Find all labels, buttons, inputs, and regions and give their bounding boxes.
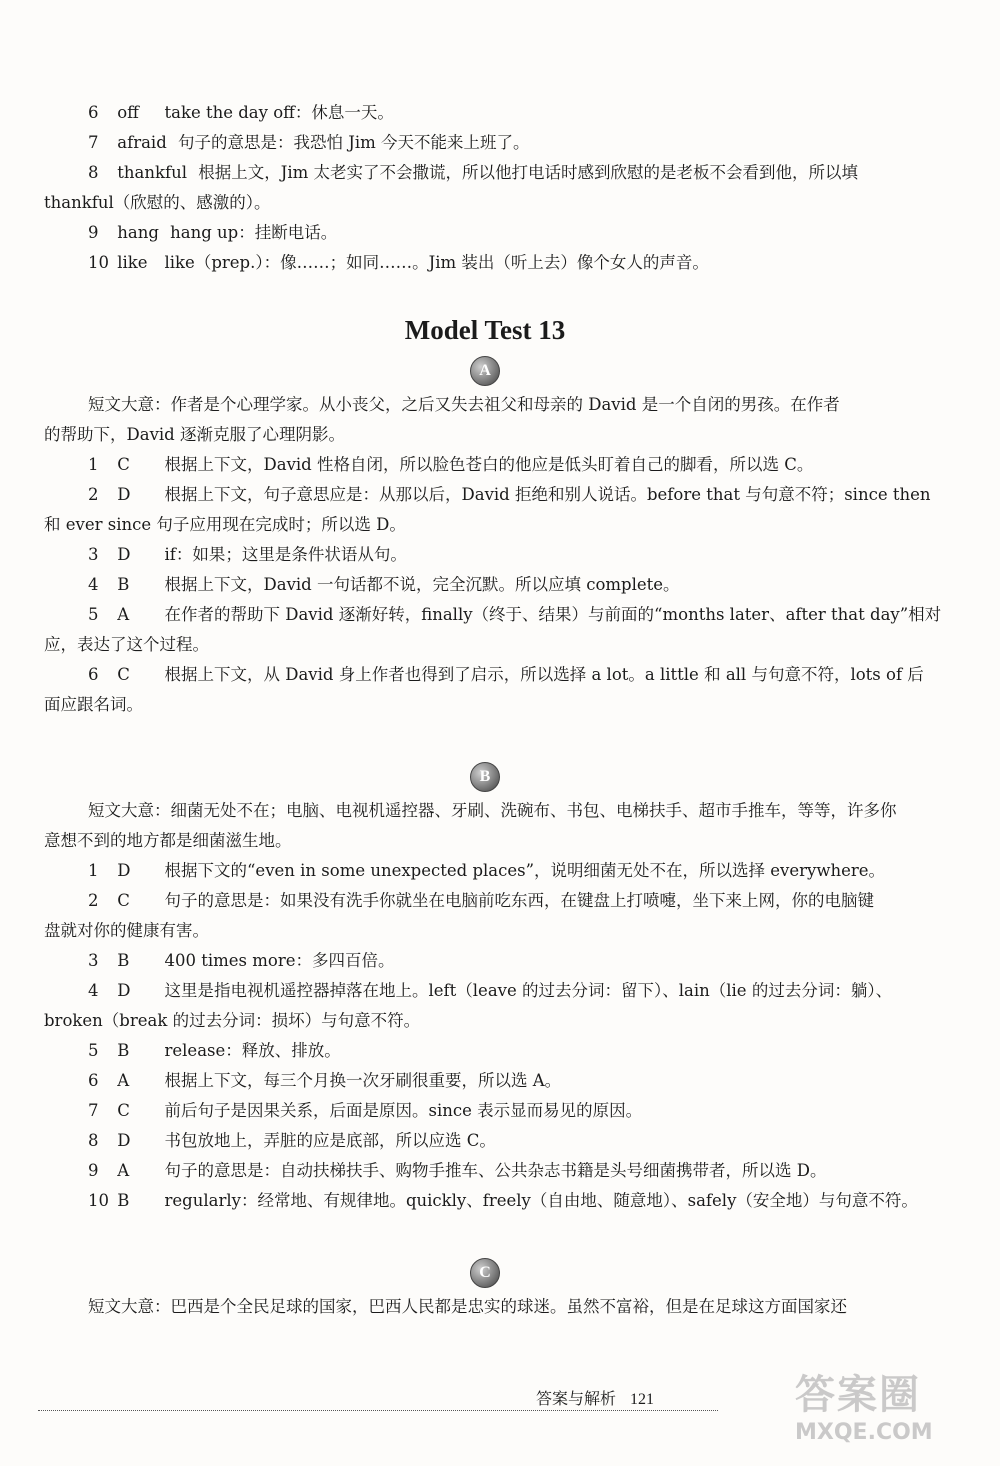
item-explanation: 根据上下文，从 David 身上作者也得到了启示，所以选择 a lot。a little 和 all 与句意不符，lots of 后 (164, 665, 924, 684)
item-answer: D (117, 1131, 131, 1150)
item-explanation: 书包放地上，弄脏的应是底部，所以应选 C。 (164, 1131, 496, 1150)
item-number: 2 (88, 485, 99, 504)
item-number: 4 (88, 981, 99, 1000)
summary-line: 意想不到的地方都是细菌滋生地。 (44, 831, 292, 850)
item-explanation-continued: 和 ever since 句子应用现在完成时；所以选 D。 (44, 515, 406, 534)
item-explanation: release：释放、排放。 (164, 1041, 341, 1060)
footer-rule (38, 1410, 718, 1411)
answer-line (44, 660, 926, 690)
item-number: 7 (88, 133, 99, 152)
item-answer: like (117, 253, 148, 272)
item-answer: B (117, 1191, 130, 1210)
item-explanation: 句子的意思是：如果没有洗手你就坐在电脑前吃东西，在键盘上打喷嚏，坐下来上网，你的电脑键 (164, 891, 874, 910)
item-answer: A (117, 1161, 130, 1180)
item-number: 8 (88, 1131, 99, 1150)
item-explanation: 根据上文，Jim 太老实了不会撒谎，所以他打电话时感到欣慰的是老板不会看到他，所以填 (198, 163, 859, 182)
answer-line (44, 1126, 926, 1156)
answer-line (44, 540, 926, 570)
item-number: 7 (88, 1101, 99, 1120)
item-number: 5 (88, 1041, 99, 1060)
item-number: 6 (88, 103, 99, 122)
answer-line (44, 976, 926, 1006)
item-explanation-continued: 应，表达了这个过程。 (44, 635, 209, 654)
item-answer: off (117, 103, 139, 122)
item-number: 3 (88, 951, 99, 970)
footer-label: 答案与解析 (536, 1389, 617, 1408)
item-answer: D (117, 981, 131, 1000)
item-answer: B (117, 951, 130, 970)
item-explanation: 根据上下文，句子意思应是：从那以后，David 拒绝和别人说话。before that 与句意不符；since then (164, 485, 931, 504)
item-explanation: 根据下文的“even in some unexpected places”，说明细菌无处不在，所以选择 everywhere。 (164, 861, 886, 880)
answer-line (44, 480, 931, 510)
section-badge-b: B (470, 762, 500, 792)
item-explanation: 前后句子是因果关系，后面是原因。since 表示显而易见的原因。 (164, 1101, 643, 1120)
section-badge-a: A (470, 356, 500, 386)
item-explanation: 在作者的帮助下 David 逐渐好转，finally（终于、结果）与前面的“months later、after that day”相对 (164, 605, 942, 624)
item-number: 4 (88, 575, 99, 594)
answer-line (44, 946, 926, 976)
page-number: 121 (630, 1391, 655, 1408)
summary-line: 短文大意：细菌无处不在；电脑、电视机遥控器、牙刷、洗碗布、书包、电梯扶手、超市手推车，等等，许多你 (88, 801, 897, 820)
section-gap (44, 1216, 926, 1250)
item-number: 2 (88, 891, 99, 910)
section-gap (44, 720, 926, 754)
item-answer: C (117, 665, 130, 684)
item-explanation-continued: 面应跟名词。 (44, 695, 143, 714)
item-number: 6 (88, 665, 99, 684)
item-explanation: 这里是指电视机遥控器掉落在地上。left（leave 的过去分词：留下）、lain（lie 的过去分词：躺）、 (164, 981, 893, 1000)
item-explanation: 句子的意思是：自动扶梯扶手、购物手推车、公共杂志书籍是头号细菌携带者，所以选 D。 (164, 1161, 827, 1180)
item-answer: afraid (117, 133, 167, 152)
item-answer: thankful (117, 163, 187, 182)
item-explanation: like（prep.）：像……；如同……。Jim 装出（听上去）像个女人的声音。 (164, 253, 709, 272)
item-number: 10 (88, 253, 109, 272)
item-explanation: regularly：经常地、有规律地。quickly、freely（自由地、随意地）、safely（安全地）与句意不符。 (164, 1191, 918, 1210)
item-answer: B (117, 575, 130, 594)
page-title: Model Test 13 (404, 315, 566, 345)
item-explanation-continued: broken（break 的过去分词：损坏）与句意不符。 (44, 1011, 421, 1030)
item-answer: C (117, 891, 130, 910)
item-answer: D (117, 485, 131, 504)
item-answer: hang (117, 223, 159, 242)
item-number: 10 (88, 1191, 109, 1210)
answer-line (44, 128, 926, 158)
item-number: 1 (88, 455, 99, 474)
item-number: 8 (88, 163, 99, 182)
item-explanation: if：如果；这里是条件状语从句。 (164, 545, 407, 564)
item-answer: C (117, 1101, 130, 1120)
answer-line (44, 856, 926, 886)
answer-line (44, 450, 926, 480)
answer-line (44, 886, 926, 916)
item-number: 9 (88, 223, 99, 242)
page-footer (536, 1386, 654, 1409)
item-explanation: 根据上下文，每三个月换一次牙刷很重要，所以选 A。 (164, 1071, 562, 1090)
answer-line (44, 570, 926, 600)
item-answer: D (117, 861, 131, 880)
item-number: 3 (88, 545, 99, 564)
item-number: 1 (88, 861, 99, 880)
answer-line (44, 1036, 926, 1066)
answer-line (44, 1066, 926, 1096)
answer-line (44, 98, 926, 128)
item-explanation: 句子的意思是：我恐怕 Jim 今天不能来上班了。 (178, 133, 530, 152)
item-explanation-continued: thankful（欣慰的、感激的）。 (44, 193, 271, 212)
item-explanation: 400 times more：多四百倍。 (164, 951, 395, 970)
answer-line (44, 600, 942, 630)
item-number: 6 (88, 1071, 99, 1090)
item-explanation: 根据上下文，David 性格自闭，所以脸色苍白的他应是低头盯着自己的脚看，所以选 C。 (164, 455, 814, 474)
answer-line (44, 1186, 926, 1216)
answer-line (44, 248, 926, 278)
page-content (44, 98, 942, 1322)
answer-line (44, 158, 926, 188)
watermark-text: 答案圈 (795, 1372, 921, 1418)
item-explanation: take the day off：休息一天。 (164, 103, 394, 122)
item-answer: A (117, 605, 130, 624)
section-badge-c: C (470, 1258, 500, 1288)
item-explanation: 根据上下文，David 一句话都不说，完全沉默。所以应填 complete。 (164, 575, 680, 594)
item-explanation-continued: 盘就对你的健康有害。 (44, 921, 209, 940)
watermark-url: MXQE.COM (795, 1420, 933, 1445)
item-number: 5 (88, 605, 99, 624)
answer-line (44, 1156, 926, 1186)
watermark-logo (795, 1372, 995, 1462)
item-answer: D (117, 545, 131, 564)
item-answer: A (117, 1071, 130, 1090)
summary-line: 的帮助下，David 逐渐克服了心理阴影。 (44, 425, 345, 444)
summary-line: 短文大意：作者是个心理学家。从小丧父，之后又失去祖父和母亲的 David 是一个自闭的男孩。在作者 (88, 395, 840, 414)
summary-line: 短文大意：巴西是个全民足球的国家，巴西人民都是忠实的球迷。虽然不富裕，但是在足球这方面国家还 (88, 1297, 847, 1316)
answer-line (44, 218, 926, 248)
item-answer: B (117, 1041, 130, 1060)
item-explanation: hang up：挂断电话。 (170, 223, 338, 242)
answer-line (44, 1096, 926, 1126)
item-number: 9 (88, 1161, 99, 1180)
item-answer: C (117, 455, 130, 474)
